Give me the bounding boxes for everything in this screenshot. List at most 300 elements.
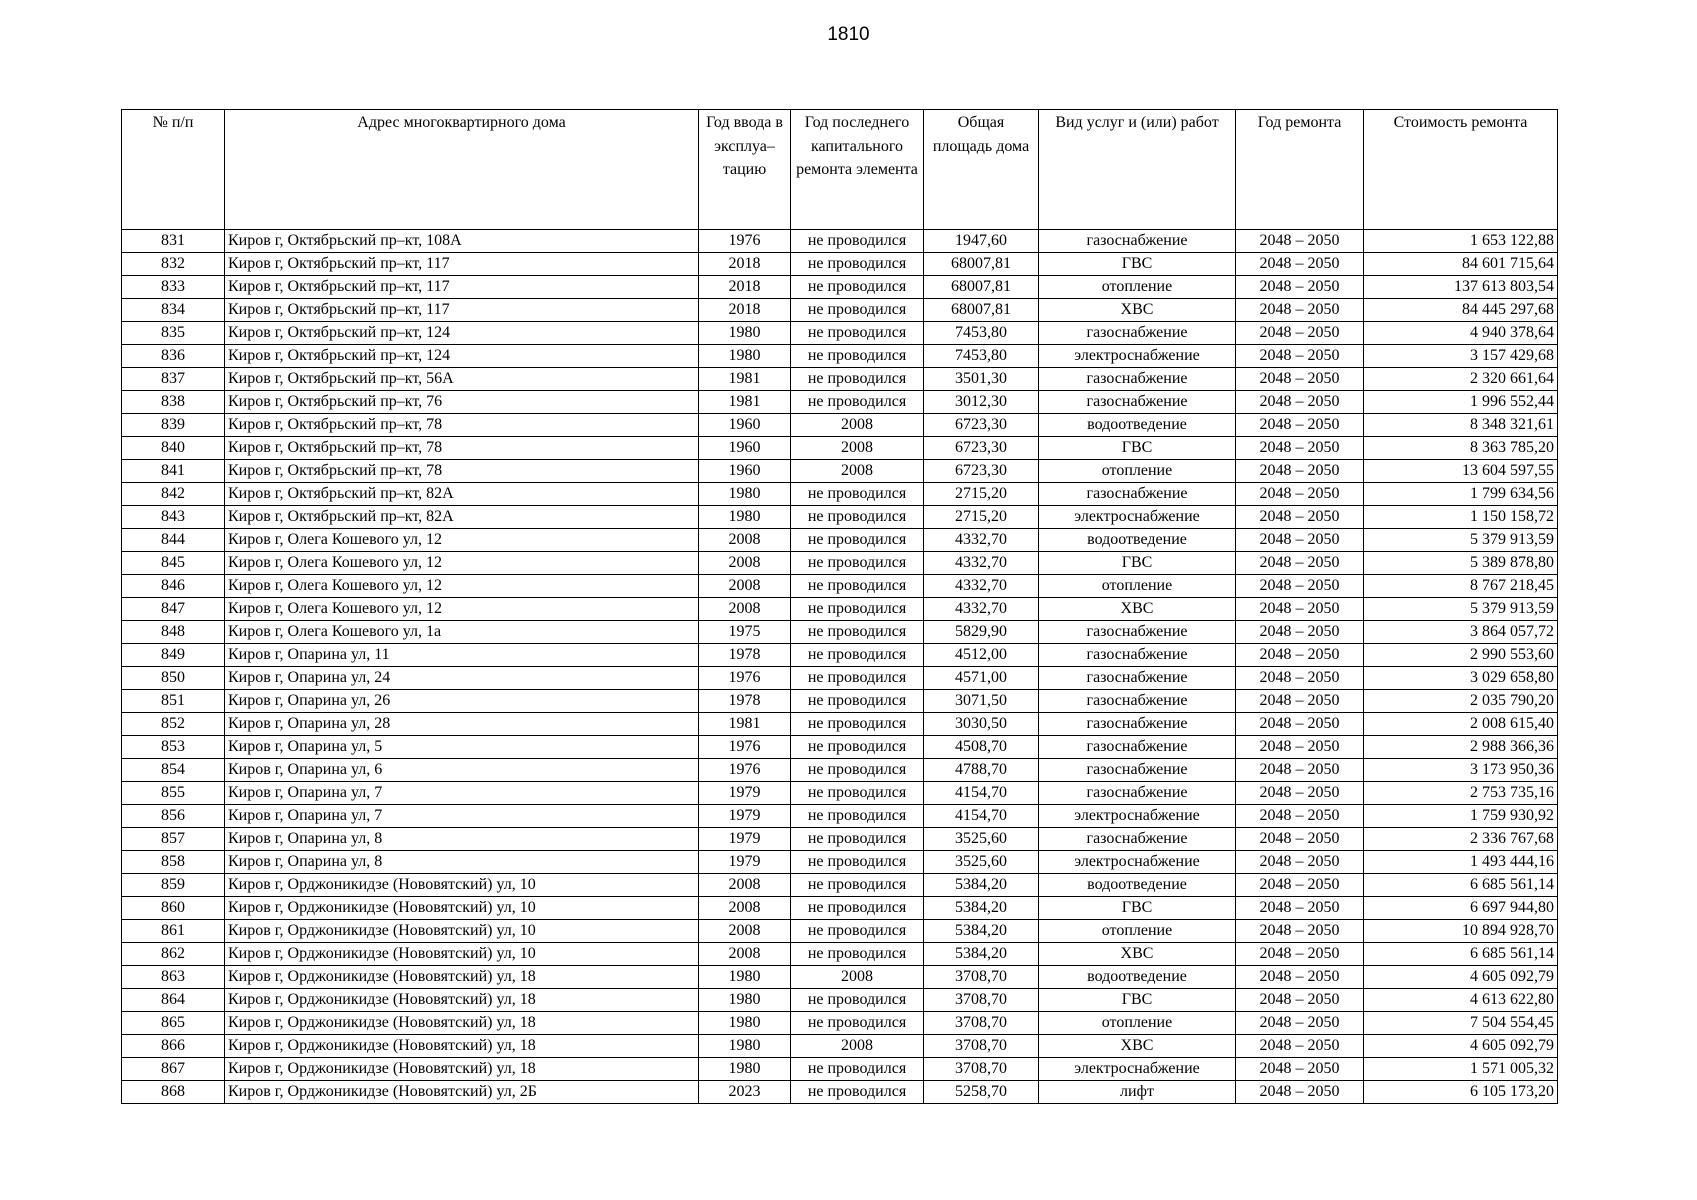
- cell-num: 832: [122, 253, 225, 276]
- cell-address: Киров г, Опарина ул, 8: [225, 851, 699, 874]
- cell-year: 1980: [699, 989, 791, 1012]
- cell-year: 1981: [699, 391, 791, 414]
- table-row: [122, 828, 1558, 851]
- cell-cost: 137 613 803,54: [1364, 276, 1558, 299]
- cell-period: 2048 – 2050: [1236, 828, 1364, 851]
- cell-last-repair: не проводился: [791, 667, 924, 690]
- cell-year: 1960: [699, 460, 791, 483]
- cell-service: газоснабжение: [1039, 782, 1236, 805]
- cell-cost: 8 363 785,20: [1364, 437, 1558, 460]
- table-body: [122, 230, 1558, 1104]
- cell-area: 2715,20: [924, 483, 1039, 506]
- cell-last-repair: 2008: [791, 1035, 924, 1058]
- table-row: [122, 759, 1558, 782]
- cell-period: 2048 – 2050: [1236, 920, 1364, 943]
- cell-period: 2048 – 2050: [1236, 437, 1364, 460]
- cell-area: 4154,70: [924, 782, 1039, 805]
- cell-area: 5829,90: [924, 621, 1039, 644]
- cell-last-repair: не проводился: [791, 483, 924, 506]
- cell-cost: 2 988 366,36: [1364, 736, 1558, 759]
- table-row: [122, 483, 1558, 506]
- cell-service: лифт: [1039, 1081, 1236, 1104]
- cell-service: водоотведение: [1039, 414, 1236, 437]
- cell-area: 4788,70: [924, 759, 1039, 782]
- cell-address: Киров г, Олега Кошевого ул, 1а: [225, 621, 699, 644]
- cell-last-repair: не проводился: [791, 253, 924, 276]
- cell-area: 5384,20: [924, 897, 1039, 920]
- table-row: [122, 414, 1558, 437]
- cell-num: 845: [122, 552, 225, 575]
- cell-area: 3708,70: [924, 1058, 1039, 1081]
- table-row: [122, 943, 1558, 966]
- table-row: [122, 805, 1558, 828]
- cell-year: 2008: [699, 874, 791, 897]
- cell-num: 862: [122, 943, 225, 966]
- header-area: Общая площадь дома: [924, 110, 1039, 230]
- repair-table: [121, 109, 1558, 1104]
- table-row: [122, 552, 1558, 575]
- table-row: [122, 1012, 1558, 1035]
- cell-last-repair: 2008: [791, 966, 924, 989]
- cell-year: 2008: [699, 920, 791, 943]
- cell-area: 4332,70: [924, 575, 1039, 598]
- cell-cost: 10 894 928,70: [1364, 920, 1558, 943]
- cell-year: 1980: [699, 966, 791, 989]
- table-row: [122, 345, 1558, 368]
- cell-cost: 4 605 092,79: [1364, 966, 1558, 989]
- cell-year: 1980: [699, 1012, 791, 1035]
- cell-area: 4332,70: [924, 598, 1039, 621]
- cell-num: 860: [122, 897, 225, 920]
- cell-cost: 6 697 944,80: [1364, 897, 1558, 920]
- cell-service: газоснабжение: [1039, 713, 1236, 736]
- cell-address: Киров г, Орджоникидзе (Нововятский) ул, 10: [225, 897, 699, 920]
- cell-period: 2048 – 2050: [1236, 989, 1364, 1012]
- cell-period: 2048 – 2050: [1236, 529, 1364, 552]
- cell-service: газоснабжение: [1039, 322, 1236, 345]
- cell-address: Киров г, Олега Кошевого ул, 12: [225, 552, 699, 575]
- cell-num: 836: [122, 345, 225, 368]
- cell-year: 1976: [699, 230, 791, 253]
- cell-cost: 6 685 561,14: [1364, 943, 1558, 966]
- cell-cost: 8 767 218,45: [1364, 575, 1558, 598]
- cell-last-repair: не проводился: [791, 368, 924, 391]
- cell-service: отопление: [1039, 920, 1236, 943]
- cell-num: 863: [122, 966, 225, 989]
- cell-year: 1980: [699, 345, 791, 368]
- cell-service: ГВС: [1039, 897, 1236, 920]
- cell-last-repair: 2008: [791, 460, 924, 483]
- table-row: [122, 437, 1558, 460]
- cell-num: 866: [122, 1035, 225, 1058]
- table-row: [122, 529, 1558, 552]
- cell-last-repair: не проводился: [791, 1058, 924, 1081]
- cell-year: 1960: [699, 414, 791, 437]
- cell-cost: 4 613 622,80: [1364, 989, 1558, 1012]
- table-row: [122, 230, 1558, 253]
- cell-num: 855: [122, 782, 225, 805]
- cell-service: газоснабжение: [1039, 644, 1236, 667]
- cell-cost: 2 035 790,20: [1364, 690, 1558, 713]
- cell-num: 839: [122, 414, 225, 437]
- cell-address: Киров г, Опарина ул, 5: [225, 736, 699, 759]
- cell-num: 851: [122, 690, 225, 713]
- cell-period: 2048 – 2050: [1236, 322, 1364, 345]
- cell-num: 846: [122, 575, 225, 598]
- cell-period: 2048 – 2050: [1236, 460, 1364, 483]
- cell-cost: 3 029 658,80: [1364, 667, 1558, 690]
- cell-cost: 1 996 552,44: [1364, 391, 1558, 414]
- cell-num: 864: [122, 989, 225, 1012]
- table-row: [122, 966, 1558, 989]
- cell-period: 2048 – 2050: [1236, 782, 1364, 805]
- table-row: [122, 460, 1558, 483]
- cell-last-repair: не проводился: [791, 851, 924, 874]
- header-period: Год ремонта: [1236, 110, 1364, 230]
- table-row: [122, 989, 1558, 1012]
- cell-area: 7453,80: [924, 322, 1039, 345]
- cell-year: 1978: [699, 690, 791, 713]
- table-row: [122, 690, 1558, 713]
- table-row: [122, 667, 1558, 690]
- cell-period: 2048 – 2050: [1236, 368, 1364, 391]
- table-row: [122, 736, 1558, 759]
- cell-cost: 3 864 057,72: [1364, 621, 1558, 644]
- cell-num: 857: [122, 828, 225, 851]
- cell-address: Киров г, Октябрьский пр–кт, 82А: [225, 506, 699, 529]
- cell-address: Киров г, Октябрьский пр–кт, 76: [225, 391, 699, 414]
- cell-service: газоснабжение: [1039, 391, 1236, 414]
- cell-cost: 4 940 378,64: [1364, 322, 1558, 345]
- header-address: Адрес многоквартирного дома: [225, 110, 699, 230]
- cell-last-repair: не проводился: [791, 989, 924, 1012]
- cell-last-repair: не проводился: [791, 736, 924, 759]
- cell-cost: 84 445 297,68: [1364, 299, 1558, 322]
- cell-num: 865: [122, 1012, 225, 1035]
- cell-cost: 8 348 321,61: [1364, 414, 1558, 437]
- cell-area: 3708,70: [924, 1012, 1039, 1035]
- cell-period: 2048 – 2050: [1236, 1081, 1364, 1104]
- cell-num: 858: [122, 851, 225, 874]
- cell-address: Киров г, Орджоникидзе (Нововятский) ул, 10: [225, 874, 699, 897]
- cell-area: 68007,81: [924, 253, 1039, 276]
- cell-last-repair: не проводился: [791, 782, 924, 805]
- cell-address: Киров г, Орджоникидзе (Нововятский) ул, 18: [225, 989, 699, 1012]
- table-row: [122, 920, 1558, 943]
- cell-cost: 2 336 767,68: [1364, 828, 1558, 851]
- cell-service: газоснабжение: [1039, 736, 1236, 759]
- table-row: [122, 1081, 1558, 1104]
- cell-period: 2048 – 2050: [1236, 391, 1364, 414]
- cell-address: Киров г, Октябрьский пр–кт, 82А: [225, 483, 699, 506]
- cell-address: Киров г, Олега Кошевого ул, 12: [225, 575, 699, 598]
- cell-area: 2715,20: [924, 506, 1039, 529]
- cell-last-repair: не проводился: [791, 598, 924, 621]
- table-row: [122, 253, 1558, 276]
- cell-area: 6723,30: [924, 460, 1039, 483]
- table-row: [122, 621, 1558, 644]
- cell-area: 68007,81: [924, 276, 1039, 299]
- cell-address: Киров г, Орджоникидзе (Нововятский) ул, 18: [225, 966, 699, 989]
- cell-num: 856: [122, 805, 225, 828]
- cell-year: 1960: [699, 437, 791, 460]
- cell-cost: 1 799 634,56: [1364, 483, 1558, 506]
- cell-period: 2048 – 2050: [1236, 1035, 1364, 1058]
- cell-service: газоснабжение: [1039, 828, 1236, 851]
- cell-cost: 4 605 092,79: [1364, 1035, 1558, 1058]
- cell-service: электроснабжение: [1039, 345, 1236, 368]
- table-header: [122, 110, 1558, 230]
- cell-area: 68007,81: [924, 299, 1039, 322]
- cell-area: 5258,70: [924, 1081, 1039, 1104]
- cell-address: Киров г, Олега Кошевого ул, 12: [225, 598, 699, 621]
- cell-address: Киров г, Октябрьский пр–кт, 124: [225, 322, 699, 345]
- cell-cost: 3 157 429,68: [1364, 345, 1558, 368]
- cell-address: Киров г, Октябрьский пр–кт, 78: [225, 460, 699, 483]
- cell-year: 1980: [699, 1058, 791, 1081]
- cell-year: 1979: [699, 805, 791, 828]
- cell-period: 2048 – 2050: [1236, 667, 1364, 690]
- cell-num: 837: [122, 368, 225, 391]
- cell-area: 3071,50: [924, 690, 1039, 713]
- table-row: [122, 506, 1558, 529]
- cell-service: ХВС: [1039, 598, 1236, 621]
- cell-year: 1981: [699, 368, 791, 391]
- cell-area: 3501,30: [924, 368, 1039, 391]
- cell-num: 861: [122, 920, 225, 943]
- cell-area: 5384,20: [924, 874, 1039, 897]
- cell-area: 3708,70: [924, 966, 1039, 989]
- table-row: [122, 1035, 1558, 1058]
- cell-area: 4508,70: [924, 736, 1039, 759]
- cell-period: 2048 – 2050: [1236, 943, 1364, 966]
- cell-address: Киров г, Орджоникидзе (Нововятский) ул, 10: [225, 920, 699, 943]
- cell-address: Киров г, Опарина ул, 24: [225, 667, 699, 690]
- cell-period: 2048 – 2050: [1236, 713, 1364, 736]
- header-num: № п/п: [122, 110, 225, 230]
- cell-address: Киров г, Октябрьский пр–кт, 124: [225, 345, 699, 368]
- cell-address: Киров г, Октябрьский пр–кт, 117: [225, 299, 699, 322]
- table-row: [122, 1058, 1558, 1081]
- cell-area: 3030,50: [924, 713, 1039, 736]
- header-year: Год ввода в эксплуа–тацию: [699, 110, 791, 230]
- header-service: Вид услуг и (или) работ: [1039, 110, 1236, 230]
- cell-cost: 2 990 553,60: [1364, 644, 1558, 667]
- cell-last-repair: не проводился: [791, 759, 924, 782]
- cell-last-repair: не проводился: [791, 713, 924, 736]
- cell-period: 2048 – 2050: [1236, 851, 1364, 874]
- cell-year: 1980: [699, 1035, 791, 1058]
- cell-area: 4512,00: [924, 644, 1039, 667]
- cell-address: Киров г, Орджоникидзе (Нововятский) ул, 18: [225, 1012, 699, 1035]
- cell-service: газоснабжение: [1039, 690, 1236, 713]
- cell-period: 2048 – 2050: [1236, 483, 1364, 506]
- cell-area: 3708,70: [924, 1035, 1039, 1058]
- cell-last-repair: не проводился: [791, 506, 924, 529]
- header-row: [122, 110, 1558, 230]
- table-row: [122, 897, 1558, 920]
- cell-last-repair: не проводился: [791, 345, 924, 368]
- cell-last-repair: не проводился: [791, 1012, 924, 1035]
- cell-cost: 1 571 005,32: [1364, 1058, 1558, 1081]
- cell-service: газоснабжение: [1039, 230, 1236, 253]
- cell-cost: 2 320 661,64: [1364, 368, 1558, 391]
- cell-cost: 6 685 561,14: [1364, 874, 1558, 897]
- cell-area: 5384,20: [924, 943, 1039, 966]
- cell-period: 2048 – 2050: [1236, 805, 1364, 828]
- cell-address: Киров г, Опарина ул, 26: [225, 690, 699, 713]
- cell-last-repair: не проводился: [791, 621, 924, 644]
- cell-last-repair: не проводился: [791, 276, 924, 299]
- table-row: [122, 598, 1558, 621]
- cell-num: 853: [122, 736, 225, 759]
- cell-period: 2048 – 2050: [1236, 575, 1364, 598]
- cell-period: 2048 – 2050: [1236, 621, 1364, 644]
- cell-num: 848: [122, 621, 225, 644]
- cell-service: водоотведение: [1039, 529, 1236, 552]
- cell-num: 833: [122, 276, 225, 299]
- table-row: [122, 299, 1558, 322]
- cell-year: 2023: [699, 1081, 791, 1104]
- cell-last-repair: не проводился: [791, 322, 924, 345]
- cell-year: 1980: [699, 483, 791, 506]
- cell-last-repair: не проводился: [791, 391, 924, 414]
- table-row: [122, 782, 1558, 805]
- cell-last-repair: 2008: [791, 414, 924, 437]
- header-cost: Стоимость ремонта: [1364, 110, 1558, 230]
- cell-cost: 6 105 173,20: [1364, 1081, 1558, 1104]
- cell-service: ХВС: [1039, 299, 1236, 322]
- table-row: [122, 391, 1558, 414]
- cell-period: 2048 – 2050: [1236, 598, 1364, 621]
- cell-cost: 3 173 950,36: [1364, 759, 1558, 782]
- cell-service: ГВС: [1039, 437, 1236, 460]
- cell-last-repair: не проводился: [791, 805, 924, 828]
- cell-num: 867: [122, 1058, 225, 1081]
- cell-area: 7453,80: [924, 345, 1039, 368]
- cell-service: отопление: [1039, 276, 1236, 299]
- cell-year: 1979: [699, 828, 791, 851]
- page-number: 1810: [827, 24, 870, 45]
- cell-service: ХВС: [1039, 1035, 1236, 1058]
- cell-period: 2048 – 2050: [1236, 345, 1364, 368]
- cell-address: Киров г, Опарина ул, 7: [225, 782, 699, 805]
- cell-area: 3012,30: [924, 391, 1039, 414]
- cell-num: 831: [122, 230, 225, 253]
- cell-area: 4154,70: [924, 805, 1039, 828]
- table-row: [122, 644, 1558, 667]
- cell-address: Киров г, Орджоникидзе (Нововятский) ул, 10: [225, 943, 699, 966]
- cell-last-repair: не проводился: [791, 575, 924, 598]
- cell-period: 2048 – 2050: [1236, 506, 1364, 529]
- cell-period: 2048 – 2050: [1236, 253, 1364, 276]
- cell-cost: 5 379 913,59: [1364, 529, 1558, 552]
- table-row: [122, 851, 1558, 874]
- cell-num: 835: [122, 322, 225, 345]
- cell-num: 847: [122, 598, 225, 621]
- cell-last-repair: не проводился: [791, 529, 924, 552]
- cell-area: 3525,60: [924, 851, 1039, 874]
- cell-year: 1976: [699, 667, 791, 690]
- cell-address: Киров г, Октябрьский пр–кт, 117: [225, 253, 699, 276]
- table-row: [122, 713, 1558, 736]
- cell-cost: 1 759 930,92: [1364, 805, 1558, 828]
- cell-cost: 2 753 735,16: [1364, 782, 1558, 805]
- cell-last-repair: не проводился: [791, 920, 924, 943]
- cell-period: 2048 – 2050: [1236, 897, 1364, 920]
- cell-service: ГВС: [1039, 989, 1236, 1012]
- cell-period: 2048 – 2050: [1236, 230, 1364, 253]
- cell-last-repair: не проводился: [791, 943, 924, 966]
- cell-area: 4571,00: [924, 667, 1039, 690]
- cell-cost: 1 653 122,88: [1364, 230, 1558, 253]
- cell-service: газоснабжение: [1039, 667, 1236, 690]
- cell-last-repair: не проводился: [791, 897, 924, 920]
- cell-service: электроснабжение: [1039, 1058, 1236, 1081]
- cell-cost: 7 504 554,45: [1364, 1012, 1558, 1035]
- cell-last-repair: не проводился: [791, 644, 924, 667]
- cell-last-repair: не проводился: [791, 230, 924, 253]
- table-row: [122, 575, 1558, 598]
- cell-address: Киров г, Опарина ул, 8: [225, 828, 699, 851]
- cell-address: Киров г, Орджоникидзе (Нововятский) ул, 2Б: [225, 1081, 699, 1104]
- cell-last-repair: не проводился: [791, 1081, 924, 1104]
- cell-year: 1979: [699, 851, 791, 874]
- cell-last-repair: не проводился: [791, 690, 924, 713]
- cell-year: 2018: [699, 276, 791, 299]
- cell-num: 843: [122, 506, 225, 529]
- cell-area: 3708,70: [924, 989, 1039, 1012]
- cell-period: 2048 – 2050: [1236, 299, 1364, 322]
- cell-service: газоснабжение: [1039, 759, 1236, 782]
- cell-num: 842: [122, 483, 225, 506]
- cell-period: 2048 – 2050: [1236, 644, 1364, 667]
- cell-year: 2008: [699, 529, 791, 552]
- cell-address: Киров г, Опарина ул, 28: [225, 713, 699, 736]
- cell-period: 2048 – 2050: [1236, 1012, 1364, 1035]
- cell-area: 4332,70: [924, 552, 1039, 575]
- table-row: [122, 368, 1558, 391]
- cell-period: 2048 – 2050: [1236, 966, 1364, 989]
- cell-year: 1976: [699, 736, 791, 759]
- cell-last-repair: не проводился: [791, 299, 924, 322]
- cell-period: 2048 – 2050: [1236, 276, 1364, 299]
- cell-year: 1978: [699, 644, 791, 667]
- cell-cost: 5 389 878,80: [1364, 552, 1558, 575]
- cell-year: 1979: [699, 782, 791, 805]
- cell-cost: 1 493 444,16: [1364, 851, 1558, 874]
- table-row: [122, 874, 1558, 897]
- cell-year: 2008: [699, 598, 791, 621]
- cell-cost: 13 604 597,55: [1364, 460, 1558, 483]
- cell-area: 4332,70: [924, 529, 1039, 552]
- cell-period: 2048 – 2050: [1236, 414, 1364, 437]
- cell-service: ХВС: [1039, 943, 1236, 966]
- cell-area: 3525,60: [924, 828, 1039, 851]
- cell-address: Киров г, Орджоникидзе (Нововятский) ул, 18: [225, 1058, 699, 1081]
- cell-service: отопление: [1039, 575, 1236, 598]
- cell-service: ГВС: [1039, 552, 1236, 575]
- cell-year: 2008: [699, 552, 791, 575]
- cell-service: отопление: [1039, 460, 1236, 483]
- cell-area: 6723,30: [924, 414, 1039, 437]
- cell-period: 2048 – 2050: [1236, 552, 1364, 575]
- cell-address: Киров г, Октябрьский пр–кт, 56А: [225, 368, 699, 391]
- cell-area: 6723,30: [924, 437, 1039, 460]
- cell-period: 2048 – 2050: [1236, 736, 1364, 759]
- table-row: [122, 276, 1558, 299]
- cell-year: 1980: [699, 322, 791, 345]
